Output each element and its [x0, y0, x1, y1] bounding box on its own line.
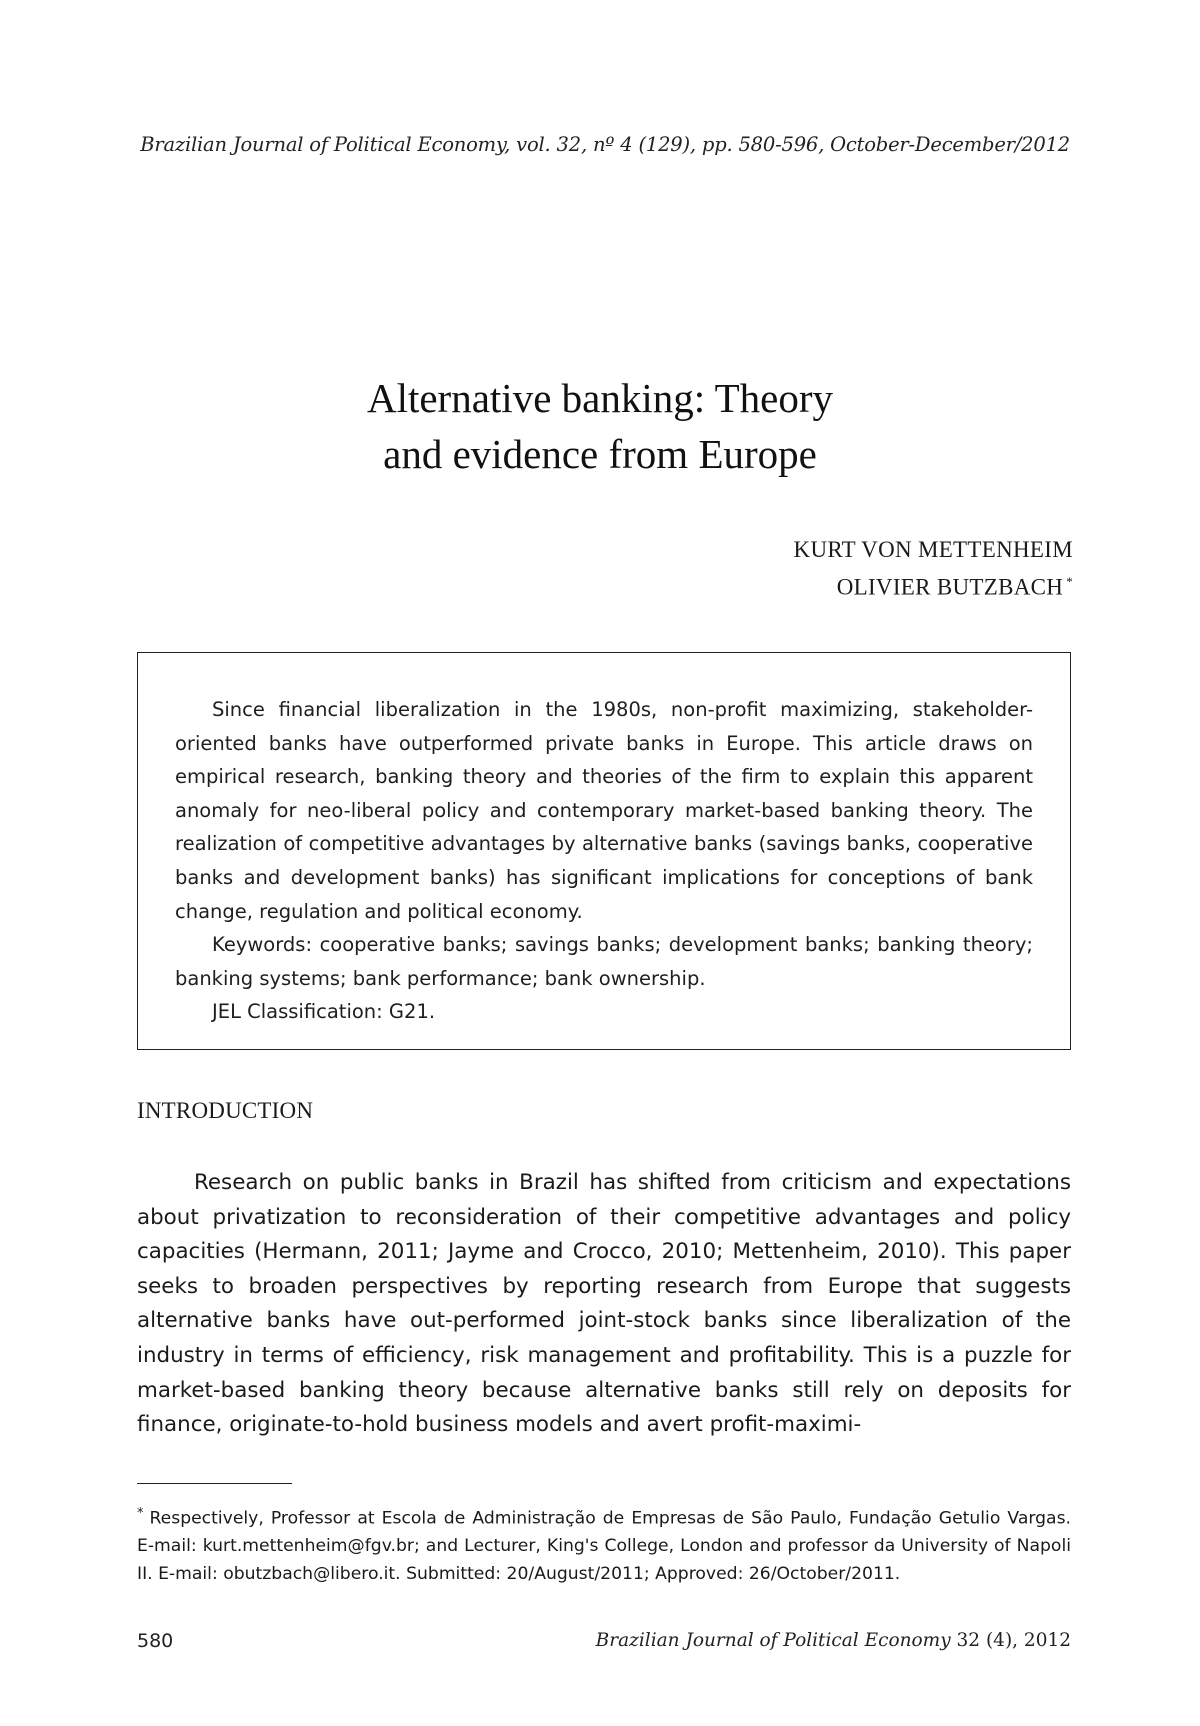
author-list [794, 534, 1073, 604]
jel-classification: JEL Classification: G21. [212, 1000, 436, 1024]
abstract-content [175, 693, 1033, 1029]
footnote-mark: * [137, 1506, 144, 1521]
footnote [137, 1500, 1071, 1588]
footer-issue: 32 (4), 2012 [956, 1630, 1071, 1651]
title-line-2: and evidence from Europe [383, 431, 817, 477]
author-name-text: OLIVIER BUTZBACH [836, 574, 1064, 600]
author-name [794, 566, 1073, 604]
page-number: 580 [137, 1630, 174, 1652]
footnote-text: Respectively, Professor at Escola de Administração de Empresas de São Paulo, Fundação Getulio Vargas. E-mail: kurt.mettenheim@fgv.br; and Lecturer, King's College, London and professor da University of Napoli II. E-mail: obutzbach@libero.it. Submitted: 20/August/2011; Approved: 26/October/2011. [137, 1508, 1071, 1584]
introduction-body [137, 1166, 1071, 1443]
abstract-box [137, 652, 1071, 1050]
abstract-text: Since financial liberalization in the 1980s, non-profit maximizing, stakeholder-oriented banks have outperformed private banks in Europe. This article draws on empirical research, banking theory and theories of the firm to explain this apparent anomaly for neo-liberal policy and contemporary market-based banking theory. The realization of competitive advantages by alternative banks (savings banks, cooperative banks and development banks) has significant implications for conceptions of bank change, regulation and political economy. [175, 698, 1033, 923]
running-footer [596, 1630, 1071, 1651]
footnote-divider [137, 1483, 292, 1484]
section-heading-introduction: INTRODUCTION [137, 1098, 314, 1123]
footer-journal-name: Brazilian Journal of Political Economy [595, 1630, 951, 1651]
body-paragraph: Research on public banks in Brazil has shifted from criticism and expectations about privatization to reconsideration of their competitive advantages and policy capacities (Hermann, 2011; Jayme and Crocco, 2010; Mettenheim, 2010). This paper seeks to broaden perspectives by reporting research from Europe that suggests alternative banks have out-performed joint-stock banks since liberalization of the industry in terms of efficiency, risk management and profitability. This is a puzzle for market-based banking theory because alternative banks still rely on deposits for finance, originate-to-hold business models and avert profit-maximi- [137, 1170, 1071, 1438]
running-header: Brazilian Journal of Political Economy, vol. 32, nº 4 (129), pp. 580-596, October-December/2012 [140, 133, 1070, 156]
title-line-1: Alternative banking: Theory [366, 375, 834, 421]
author-name: KURT VON METTENHEIM [793, 537, 1073, 562]
author-footnote-mark[interactable]: * [1066, 574, 1073, 589]
article-title [0, 370, 1200, 482]
keywords: Keywords: cooperative banks; savings banks; development banks; banking theory; banking systems; bank performance; bank ownership. [175, 933, 1033, 990]
